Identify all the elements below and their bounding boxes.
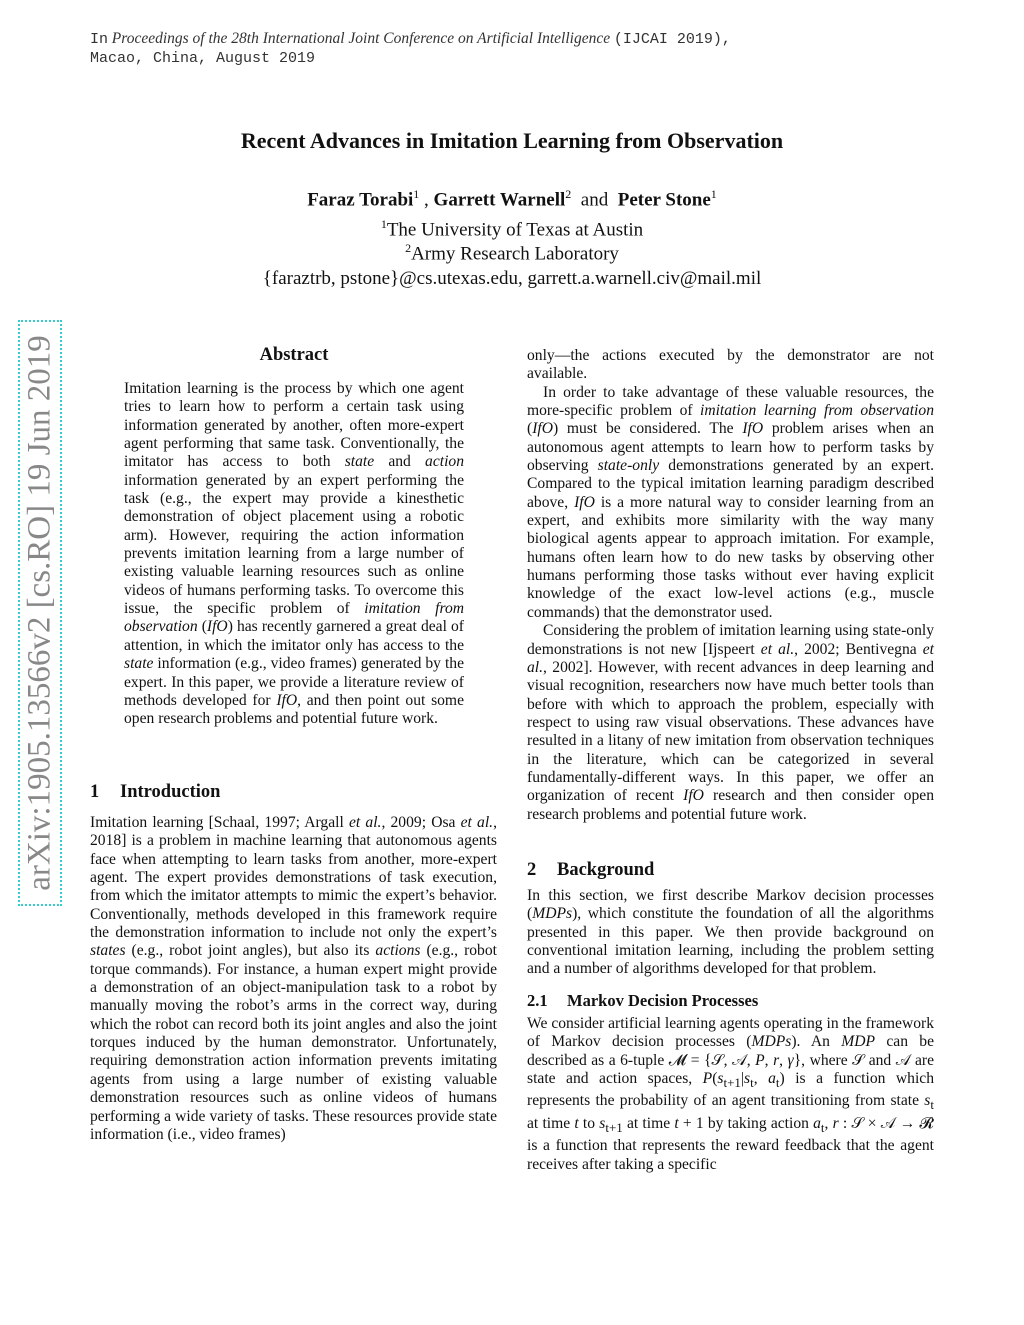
background-paragraph: In this section, we first describe Markov decision processes (MDPs), which constitute the foundation of all the algorithms presented in this paper. We then provide background on conventional imitation learning, including the problem setting and a number of algorithms developed for that problem. xyxy=(527,887,934,978)
intro-paragraph-1-cont: only—the actions executed by the demonstrator are not available. xyxy=(527,347,934,383)
section-heading xyxy=(90,782,220,803)
abstract-text: Imitation learning is the process by which one agent tries to learn how to perform a certain task using information generated by another, often more-expert agent performing that same task. Conventionally, the imitator has access to both state and action information generated by an expert performing the task (e.g., the expert may provide a kinesthetic demonstration of object placement using a robotic arm). However, requiring the action information prevents imitation learning from a large number of existing valuable learning resources such as online videos of humans performing tasks. To overcome this issue, the specific problem of imitation from observation (IfO) has recently garnered a great deal of attention, in which the imitator only has access to the state information (e.g., video frames) generated by the expert. In this paper, we provide a literature review of methods developed for IfO, and then point out some open research problems and potential future work. xyxy=(124,380,465,728)
venue-header xyxy=(90,29,731,68)
venue-name: Proceedings of the 28th International Joint Conference on Artificial Intelligence xyxy=(111,30,611,47)
venue-location: Macao, China, August 2019 xyxy=(90,50,316,67)
affiliation-mark: 1 xyxy=(710,187,717,201)
affiliation-name: Army Research Laboratory xyxy=(411,243,619,265)
author-name: Peter Stone xyxy=(617,189,711,211)
author-name: Garrett Warnell xyxy=(433,189,566,211)
subsection-number: 2.1 xyxy=(527,991,548,1010)
section-number: 1 xyxy=(90,782,100,802)
author-emails: {faraztrb, pstone}@cs.utexas.edu, garrett.a.warnell.civ@mail.mil xyxy=(262,268,762,289)
section-heading xyxy=(527,860,654,881)
author-name: Faraz Torabi xyxy=(307,189,414,211)
affiliation-name: The University of Texas at Austin xyxy=(386,219,644,241)
intro-paragraph-1: Imitation learning [Schaal, 1997; Argall et al., 2009; Osa et al., 2018] is a problem in machine learning that autonomous agents face when attempting to learn tasks from another, more-expert agent. The expert provides demonstrations of task execution, from which the imitator attempts to mimic the expert’s behavior. Conventionally, methods developed in this framework require the demonstration information to include not only the expert’s states (e.g., robot joint angles), but also its actions (e.g., robot torque commands). For instance, a human expert might provide a demonstration of an object-manipulation task to a robot by manually moving the robot’s arms in the correct way, during which the robot can record both its joint angles and also the joint torques induced by the human demonstrator. Unfortunately, requiring demonstration action information prevents imitating agents from using a large number of existing valuable demonstration resources such as online videos of humans performing a wide variety of tasks. These resources provide state information (i.e., video frames) xyxy=(90,814,497,1143)
affiliation-mark: 2 xyxy=(405,241,412,255)
affiliation-mark: 1 xyxy=(413,187,420,201)
mdp-paragraph: We consider artificial learning agents operating in the framework of Markov decision processes (MDPs). An MDP can be described as a 6-tuple 𝓜 = {𝒮, 𝒜, P, r, γ}, where 𝒮 and 𝒜 are state and action spaces, $P(s_{t+1}|s_t$, $a_t$) is a function which represents the probability of an agent transitioning from state $s_t$ at time t to $s_{t+1}$ at time t + 1 by taking action $a_t$, r : 𝒮 × 𝒜 → 𝓡 is a function that represents the reward feedback that the agent receives after taking a specific xyxy=(527,1015,935,1173)
header-suffix: (IJCAI 2019), xyxy=(613,31,731,48)
abstract-heading: Abstract xyxy=(259,345,329,365)
affiliation-mark: 1 xyxy=(380,217,387,231)
arxiv-stamp[interactable] xyxy=(18,320,62,906)
intro-paragraph-2: In order to take advantage of these valuable resources, the more-specific problem of imitation learning from observation (IfO) must be considered. The IfO problem arises when an autonomous agent attempts to learn how to perform tasks by observing state-only demonstrations generated by an expert. Compared to the typical imitation learning paradigm described above, IfO is a more natural way to consider learning from an expert, and exhibits more similarity with the way many biological agents appear to approach imitation. For example, humans often learn how to do new tasks by observing other humans performing those tasks without ever having explicit knowledge of the exact low-level actions (e.g., muscle commands) that the demonstrator used. xyxy=(527,383,935,621)
subsection-heading xyxy=(527,991,758,1011)
section-title: Background xyxy=(557,860,655,880)
affiliation xyxy=(0,241,1024,265)
and-word: and xyxy=(580,189,609,211)
paper-title: Recent Advances in Imitation Learning from Observation xyxy=(240,128,784,153)
arxiv-id[interactable]: arXiv:1905.13566v2 [cs.RO] 19 Jun 2019 xyxy=(21,335,58,891)
intro-paragraph-3: Considering the problem of imitation learning using state-only demonstrations is not new [Ijspeert et al., 2002; Bentivegna et al., 2002]. However, with recent advances in deep learning and visual recognition, researchers now have much better tools than before with which to approach the problem, especially with respect to using raw visual observations. These advances have resulted in a litany of new imitation from observation techniques in the literature, which can be categorized in several fundamentally-different ways. In this paper, we offer an organization of recent IfO research and then consider open research problems and potential future work. xyxy=(527,622,934,823)
affiliation xyxy=(0,217,1024,241)
subsection-title: Markov Decision Processes xyxy=(567,991,759,1010)
section-number: 2 xyxy=(527,860,537,880)
affiliation-mark: 2 xyxy=(565,187,572,201)
section-title: Introduction xyxy=(120,782,221,802)
header-prefix: In xyxy=(90,31,109,48)
right-column xyxy=(527,347,934,824)
author-list: Faraz Torabi$^1$ , Garrett Warnell$^2$ and Peter Stone$^1$ xyxy=(307,187,717,211)
